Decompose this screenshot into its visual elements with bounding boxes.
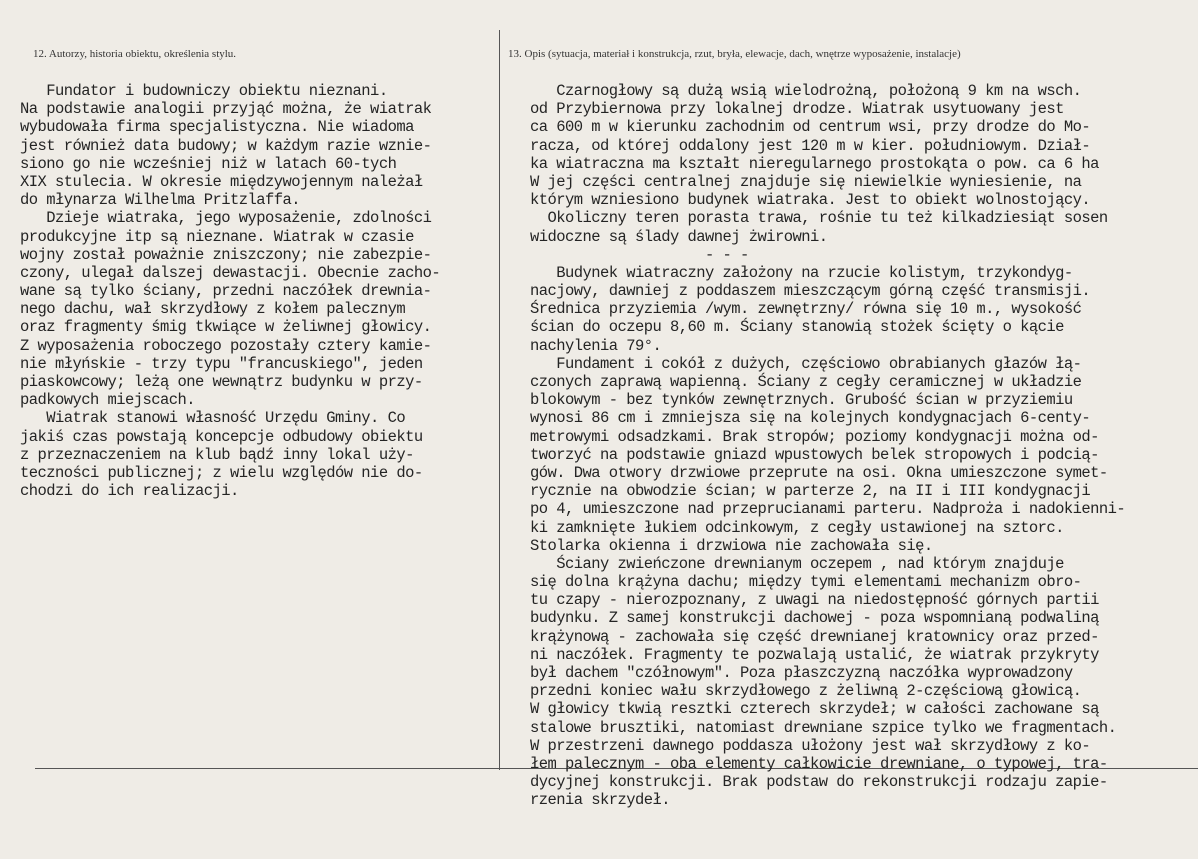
left-column-line: teczności publicznej; z wielu względów nie do- bbox=[20, 463, 423, 482]
right-column-line: gów. Dwa otwory drzwiowe przeprute na osi. Okna umieszczone symet- bbox=[530, 463, 1108, 482]
left-column-line: do młynarza Wilhelma Pritzlaffa. bbox=[20, 191, 301, 210]
right-column-line: Fundament i cokół z dużych, częściowo obrabianych głazów łą- bbox=[530, 354, 1082, 373]
right-column-line: ścian do oczepu 8,60 m. Ściany stanowią stożek ścięty o kącie bbox=[530, 318, 1064, 337]
right-column-line: W przestrzeni dawnego poddasza ułożony jest wał skrzydłowy z ko- bbox=[530, 736, 1091, 755]
right-column-line: ki zamknięte łukiem odcinkowym, z cegły ustawionej na sztorc. bbox=[530, 518, 1064, 537]
right-column-line: nacjowy, dawniej z poddaszem mieszczącym górną część transmisji. bbox=[530, 282, 1091, 301]
right-column-line: stalowe brusztiki, natomiast drewniane szpice tylko we fragmentach. bbox=[530, 718, 1117, 737]
right-column-line: rzenia skrzydeł. bbox=[530, 791, 671, 810]
right-column-line: czonych zaprawą wapienną. Ściany z cegły ceramicznej w układzie bbox=[530, 373, 1082, 391]
left-column-line: nie młyńskie - trzy typu "francuskiego", jeden bbox=[20, 354, 423, 373]
left-column-line: Fundator i budowniczy obiektu nieznani. bbox=[20, 82, 388, 100]
left-column-line: Dzieje wiatraka, jego wyposażenie, zdolności bbox=[20, 209, 432, 228]
right-column-line: metrowymi odsadzkami. Brak stropów; poziomy kondygnacji można od- bbox=[530, 427, 1099, 446]
right-column-line: którym wzniesiono budynek wiatraka. Jest to obiekt wolnostojący. bbox=[530, 191, 1091, 210]
column-divider bbox=[499, 30, 500, 770]
right-column-line: wynosi 86 cm i zmniejsza się na kolejnych kondygnacjach 6-centy- bbox=[530, 409, 1091, 428]
right-column-line: widoczne są ślady dawnej żwirowni. bbox=[530, 227, 828, 246]
right-column-line: blokowym - bez tynków zewnętrznych. Grubość ścian w przyziemiu bbox=[530, 391, 1073, 410]
right-column-line: ca 600 m w kierunku zachodnim od centrum wsi, przy drodze do Mo- bbox=[530, 118, 1091, 137]
left-column-line: z przeznaczeniem na klub bądź inny lokal uży- bbox=[20, 445, 414, 464]
right-column-line: Czarnogłowy są dużą wsią wielodrożną, położoną 9 km na wsch. bbox=[530, 82, 1082, 100]
left-column-line: padkowych miejscach. bbox=[20, 391, 196, 410]
right-column-line: od Przybiernowa przy lokalnej drodze. Wiatrak usytuowany jest bbox=[530, 100, 1064, 119]
left-column-text bbox=[20, 82, 498, 500]
right-column-line: ni naczółek. Fragmenty te pozwalają ustalić, że wiatrak przykryty bbox=[530, 645, 1099, 664]
right-column-line: W głowicy tkwią resztki czterech skrzydeł; w całości zachowane są bbox=[530, 700, 1099, 719]
right-column-line: ka wiatraczna ma kształt nieregularnego prostokąta o pow. ca 6 ha bbox=[530, 154, 1099, 173]
right-column-line: był dachem "czółnowym". Poza płaszczyzną naczółka wyprowadzony bbox=[530, 664, 1073, 682]
left-column-line: XIX stulecia. W okresie międzywojennym należał bbox=[20, 172, 423, 191]
right-column-line: Budynek wiatraczny założony na rzucie kolistym, trzykondyg- bbox=[530, 263, 1073, 282]
right-column-header: 13. Opis (sytuacja, materiał i konstrukcja, rzut, bryła, elewacje, dach, wnętrze wyposażenie, instalacje) bbox=[508, 48, 961, 60]
left-column-header: 12. Autorzy, historia obiektu, określenia stylu. bbox=[33, 48, 237, 60]
left-column-line: piaskowcowy; leżą one wewnątrz budynku w przy- bbox=[20, 373, 423, 391]
right-column-line: nachylenia 79°. bbox=[530, 336, 662, 355]
left-column-line: siono go nie wcześniej niż w latach 60-tych bbox=[20, 154, 397, 173]
right-column-line: budynku. Z samej konstrukcji dachowej - poza wspomnianą podwaliną bbox=[530, 609, 1099, 628]
left-column-line: Wiatrak stanowi własność Urzędu Gminy. Co bbox=[20, 409, 406, 428]
right-column-line: rycznie na obwodzie ścian; w parterze 2, na II i III kondygnacji bbox=[530, 482, 1091, 501]
left-column-line: wybudowała firma specjalistyczna. Nie wiadoma bbox=[20, 118, 414, 137]
left-column-line: oraz fragmenty śmig tkwiące w żeliwnej głowicy. bbox=[20, 318, 432, 337]
right-column-line: Średnica przyziemia /wym. zewnętrzny/ równa się 10 m., wysokość bbox=[530, 300, 1082, 319]
left-column-line: jakiś czas powstają koncepcje odbudowy obiektu bbox=[20, 427, 423, 446]
right-column-line: łem palecznym - oba elementy całkowicie drewniane, o typowej, tra- bbox=[530, 754, 1108, 773]
left-column-line: produkcyjne itp są nieznane. Wiatrak w czasie bbox=[20, 227, 414, 246]
right-column-text bbox=[530, 82, 1198, 810]
right-column-line: tworzyć na podstawie gniazd wpustowych belek stropowych i podcią- bbox=[530, 445, 1099, 464]
right-column-line: krążynową - zachowała się część drewnianej kratownicy oraz przed- bbox=[530, 627, 1099, 646]
right-column-line: się dolna krążyna dachu; między tymi elementami mechanizm obro- bbox=[530, 573, 1082, 592]
right-column-line: dycyjnej konstrukcji. Brak podstaw do rekonstrukcji rodzaju zapie- bbox=[530, 773, 1108, 792]
right-column-line: Okoliczny teren porasta trawa, rośnie tu też kilkadziesiąt sosen bbox=[530, 209, 1108, 228]
left-column-line: wojny został poważnie zniszczony; nie zabezpie- bbox=[20, 245, 432, 264]
right-column-line: racza, od której oddalony jest 120 m w kier. południowym. Dział- bbox=[530, 136, 1091, 155]
left-column-line: Z wyposażenia roboczego pozostały cztery kamie- bbox=[20, 336, 432, 355]
left-column-line: wane są tylko ściany, przedni naczółek drewnia- bbox=[20, 282, 432, 301]
left-column-line: jest również data budowy; w każdym razie wznie- bbox=[20, 136, 432, 155]
left-column-line: chodzi do ich realizacji. bbox=[20, 482, 239, 501]
left-column-line: Na podstawie analogii przyjąć można, że wiatrak bbox=[20, 100, 432, 119]
right-column-line: - - - bbox=[530, 245, 749, 264]
right-column-line: tu czapy - nierozpoznany, z uwagi na niedostępność górnych partii bbox=[530, 591, 1099, 610]
right-column-line: Ściany zwieńczone drewnianym oczepem , nad którym znajduje bbox=[530, 554, 1064, 573]
right-column-line: po 4, umieszczone nad przeprucianami parteru. Nadproża i nadokienni- bbox=[530, 500, 1126, 519]
left-column-line: nego dachu, wał skrzydłowy z kołem palecznym bbox=[20, 300, 406, 319]
right-column-line: Stolarka okienna i drzwiowa nie zachowała się. bbox=[530, 536, 933, 555]
left-column-line: czony, ulegał dalszej dewastacji. Obecnie zacho- bbox=[20, 263, 441, 282]
right-column-line: W jej części centralnej znajduje się niewielkie wyniesienie, na bbox=[530, 172, 1082, 191]
right-column-line: przedni koniec wału skrzydłowego z żeliwną 2-częściową głowicą. bbox=[530, 682, 1082, 701]
